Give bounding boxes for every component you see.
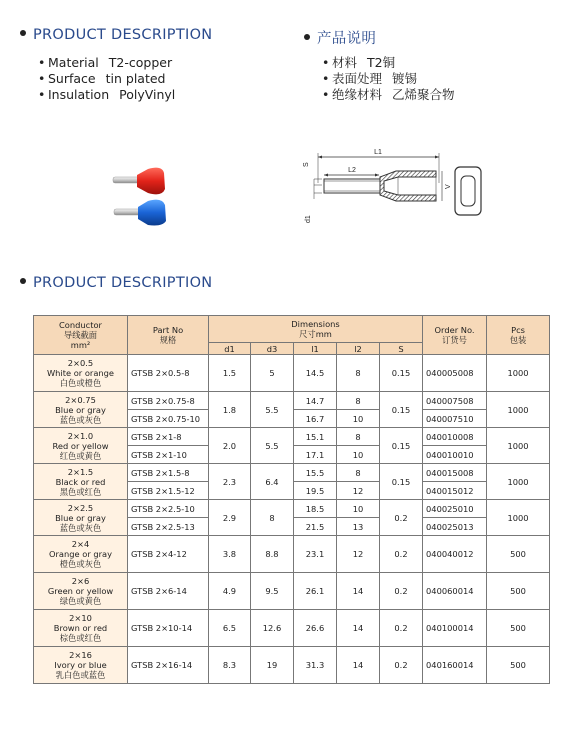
part-no-cell: GTSB 2×6-14	[128, 573, 209, 610]
l1-cell: 19.5	[294, 482, 337, 500]
conductor-line: 蓝色或灰色	[59, 522, 102, 533]
header-pcs: Pcs 包装	[487, 316, 550, 355]
conductor-line: 黑色或红色	[59, 486, 102, 497]
pcs-cell: 1000	[487, 464, 550, 500]
d1-cell: 3.8	[209, 536, 251, 573]
d3-cell: 6.4	[251, 464, 294, 500]
order-no-cell: 040060014	[423, 573, 487, 610]
l1-cell: 31.3	[294, 647, 337, 684]
l2-cell: 8	[337, 355, 380, 392]
order-no-cell: 040007508	[423, 392, 487, 410]
l1-cell: 17.1	[294, 446, 337, 464]
s-cell: 0.2	[380, 610, 423, 647]
l1-cell: 16.7	[294, 410, 337, 428]
d3-cell: 9.5	[251, 573, 294, 610]
s-cell: 0.15	[380, 355, 423, 392]
l1-cell: 14.5	[294, 355, 337, 392]
pcs-cell: 500	[487, 536, 550, 573]
l2-cell: 13	[337, 518, 380, 536]
conductor-cell	[34, 536, 128, 573]
l2-cell: 8	[337, 392, 380, 410]
part-no-cell: GTSB 2×0.5-8	[128, 355, 209, 392]
conductor-cell	[34, 392, 128, 428]
conductor-line: 2×0.75	[65, 394, 96, 405]
table-row	[34, 464, 550, 482]
conductor-line: 橙色或灰色	[59, 559, 102, 569]
order-no-cell: 040160014	[423, 647, 487, 684]
conductor-line: Orange or gray	[48, 549, 113, 559]
d3-cell: 12.6	[251, 610, 294, 647]
order-no-cell: 040010008	[423, 428, 487, 446]
conductor-line: 2×2.5	[67, 502, 94, 513]
conductor-cell	[34, 573, 128, 610]
header-conductor: Conductor 导线截面 mm²	[34, 316, 128, 355]
s-cell: 0.2	[380, 500, 423, 536]
l1-cell: 26.6	[294, 610, 337, 647]
header-s: S	[380, 343, 423, 355]
l1-cell: 23.1	[294, 536, 337, 573]
ferrule-photo	[110, 165, 185, 227]
s-cell: 0.2	[380, 573, 423, 610]
conductor-line: 2×1.0	[67, 430, 94, 441]
conductor-line: Ivory or blue	[54, 660, 107, 670]
l1-cell: 15.1	[294, 428, 337, 446]
header-dimensions: Dimensions 尺寸mm	[209, 316, 423, 343]
l1-cell: 15.5	[294, 464, 337, 482]
part-no-cell: GTSB 2×1.5-8	[128, 464, 209, 482]
order-no-cell: 040010010	[423, 446, 487, 464]
conductor-cell	[34, 428, 128, 464]
table-row	[34, 610, 550, 647]
ferrule-dimension-drawing	[300, 143, 490, 239]
header-order-no: Order No. 订货号	[423, 316, 487, 355]
order-no-cell: 040025013	[423, 518, 487, 536]
spec-list-en	[38, 55, 175, 103]
d3-cell: 19	[251, 647, 294, 684]
s-cell: 0.15	[380, 428, 423, 464]
bullet-dot-icon	[304, 34, 310, 40]
l2-cell: 10	[337, 410, 380, 428]
header-part-no: Part No 规格	[128, 316, 209, 355]
order-no-cell: 040100014	[423, 610, 487, 647]
l2-cell: 10	[337, 500, 380, 518]
pcs-cell: 1000	[487, 428, 550, 464]
d1-cell: 2.9	[209, 500, 251, 536]
conductor-line: 2×16	[69, 650, 92, 660]
conductor-line: 绿色或黄色	[59, 596, 102, 606]
s-cell: 0.15	[380, 464, 423, 500]
l2-cell: 12	[337, 482, 380, 500]
conductor-line: 红色或黄色	[59, 450, 102, 461]
s-cell: 0.15	[380, 392, 423, 428]
spec-list-cn	[322, 55, 455, 103]
conductor-line: Blue or gray	[55, 512, 106, 523]
conductor-line: 2×10	[69, 613, 92, 623]
conductor-cell	[34, 500, 128, 536]
header-l1: l1	[294, 343, 337, 355]
l2-cell: 8	[337, 464, 380, 482]
spec-table	[33, 315, 550, 684]
conductor-line: White or orange	[46, 368, 115, 378]
part-no-cell: GTSB 2×1-10	[128, 446, 209, 464]
part-no-cell: GTSB 2×4-12	[128, 536, 209, 573]
l1-cell: 14.7	[294, 392, 337, 410]
bullet-dot-icon	[20, 278, 26, 284]
pcs-cell: 500	[487, 573, 550, 610]
order-no-cell: 040025010	[423, 500, 487, 518]
conductor-cell	[34, 355, 128, 392]
dim-label-l2: L2	[348, 167, 356, 174]
conductor-line: 2×6	[71, 576, 90, 586]
header-l2: l2	[337, 343, 380, 355]
bullet-dot-icon	[20, 30, 26, 36]
d3-cell: 8.8	[251, 536, 294, 573]
part-no-cell: GTSB 2×16-14	[128, 647, 209, 684]
conductor-line: Black or red	[55, 476, 106, 487]
table-row	[34, 573, 550, 610]
part-no-cell: GTSB 2×2.5-13	[128, 518, 209, 536]
d1-cell: 2.3	[209, 464, 251, 500]
conductor-line: 乳白色或蓝色	[55, 670, 106, 680]
table-row	[34, 355, 550, 392]
l2-cell: 14	[337, 610, 380, 647]
d1-cell: 8.3	[209, 647, 251, 684]
l1-cell: 21.5	[294, 518, 337, 536]
d3-cell: 8	[251, 500, 294, 536]
header-d1: d1	[209, 343, 251, 355]
spec-item: • Material T2-copper	[38, 55, 173, 70]
d3-cell: 5	[251, 355, 294, 392]
pcs-cell: 500	[487, 647, 550, 684]
spec-item: • Insulation PolyVinyl	[38, 87, 176, 102]
d1-cell: 2.0	[209, 428, 251, 464]
s-cell: 0.2	[380, 647, 423, 684]
conductor-line: 2×4	[71, 539, 90, 549]
pcs-cell: 1000	[487, 355, 550, 392]
l2-cell: 14	[337, 647, 380, 684]
order-no-cell: 040015012	[423, 482, 487, 500]
d1-cell: 1.5	[209, 355, 251, 392]
d1-cell: 4.9	[209, 573, 251, 610]
order-no-cell: 040015008	[423, 464, 487, 482]
pcs-cell: 1000	[487, 392, 550, 428]
dim-label-l1: L1	[374, 149, 382, 156]
pcs-cell: 1000	[487, 500, 550, 536]
conductor-cell	[34, 647, 128, 684]
spec-table-body	[34, 355, 550, 684]
table-row	[34, 392, 550, 410]
part-no-cell: GTSB 2×0.75-8	[128, 392, 209, 410]
spec-item: • 绝缘材料 乙烯聚合物	[322, 87, 455, 102]
conductor-line: Green or yellow	[47, 586, 114, 596]
order-no-cell: 040040012	[423, 536, 487, 573]
part-no-cell: GTSB 2×1-8	[128, 428, 209, 446]
l1-cell: 18.5	[294, 500, 337, 518]
conductor-cell	[34, 610, 128, 647]
order-no-cell: 040005008	[423, 355, 487, 392]
d1-cell: 6.5	[209, 610, 251, 647]
conductor-line: 蓝色或灰色	[59, 414, 102, 425]
spec-item: • 表面处理 镀锡	[322, 71, 418, 86]
conductor-line: 棕色或红色	[59, 633, 102, 643]
d1-cell: 1.8	[209, 392, 251, 428]
conductor-cell	[34, 464, 128, 500]
part-no-cell: GTSB 2×2.5-10	[128, 500, 209, 518]
conductor-line: Brown or red	[53, 623, 108, 633]
table-row	[34, 647, 550, 684]
conductor-line: Blue or gray	[55, 404, 106, 415]
dim-label-d1: d1	[305, 215, 312, 223]
section-title-cn: 产品说明	[304, 27, 376, 48]
section-title-2: PRODUCT DESCRIPTION	[20, 275, 212, 291]
part-no-cell: GTSB 2×1.5-12	[128, 482, 209, 500]
conductor-line: 2×1.5	[67, 466, 94, 477]
conductor-line: Red or yellow	[52, 440, 109, 451]
table-row	[34, 536, 550, 573]
l2-cell: 12	[337, 536, 380, 573]
table-row	[34, 428, 550, 446]
spec-item: • Surface tin plated	[38, 71, 166, 86]
spec-item: • 材料 T2铜	[322, 55, 396, 70]
l2-cell: 14	[337, 573, 380, 610]
d3-cell: 5.5	[251, 392, 294, 428]
l1-cell: 26.1	[294, 573, 337, 610]
conductor-line: 2×0.5	[67, 358, 94, 368]
l2-cell: 10	[337, 446, 380, 464]
conductor-line: 白色或橙色	[59, 378, 102, 388]
pcs-cell: 500	[487, 610, 550, 647]
dim-label-v: V	[445, 184, 452, 189]
section-title-en: PRODUCT DESCRIPTION	[20, 27, 212, 43]
part-no-cell: GTSB 2×0.75-10	[128, 410, 209, 428]
s-cell: 0.2	[380, 536, 423, 573]
d3-cell: 5.5	[251, 428, 294, 464]
table-row	[34, 500, 550, 518]
part-no-cell: GTSB 2×10-14	[128, 610, 209, 647]
header-d3: d3	[251, 343, 294, 355]
order-no-cell: 040007510	[423, 410, 487, 428]
dim-label-s: S	[303, 162, 310, 167]
l2-cell: 8	[337, 428, 380, 446]
